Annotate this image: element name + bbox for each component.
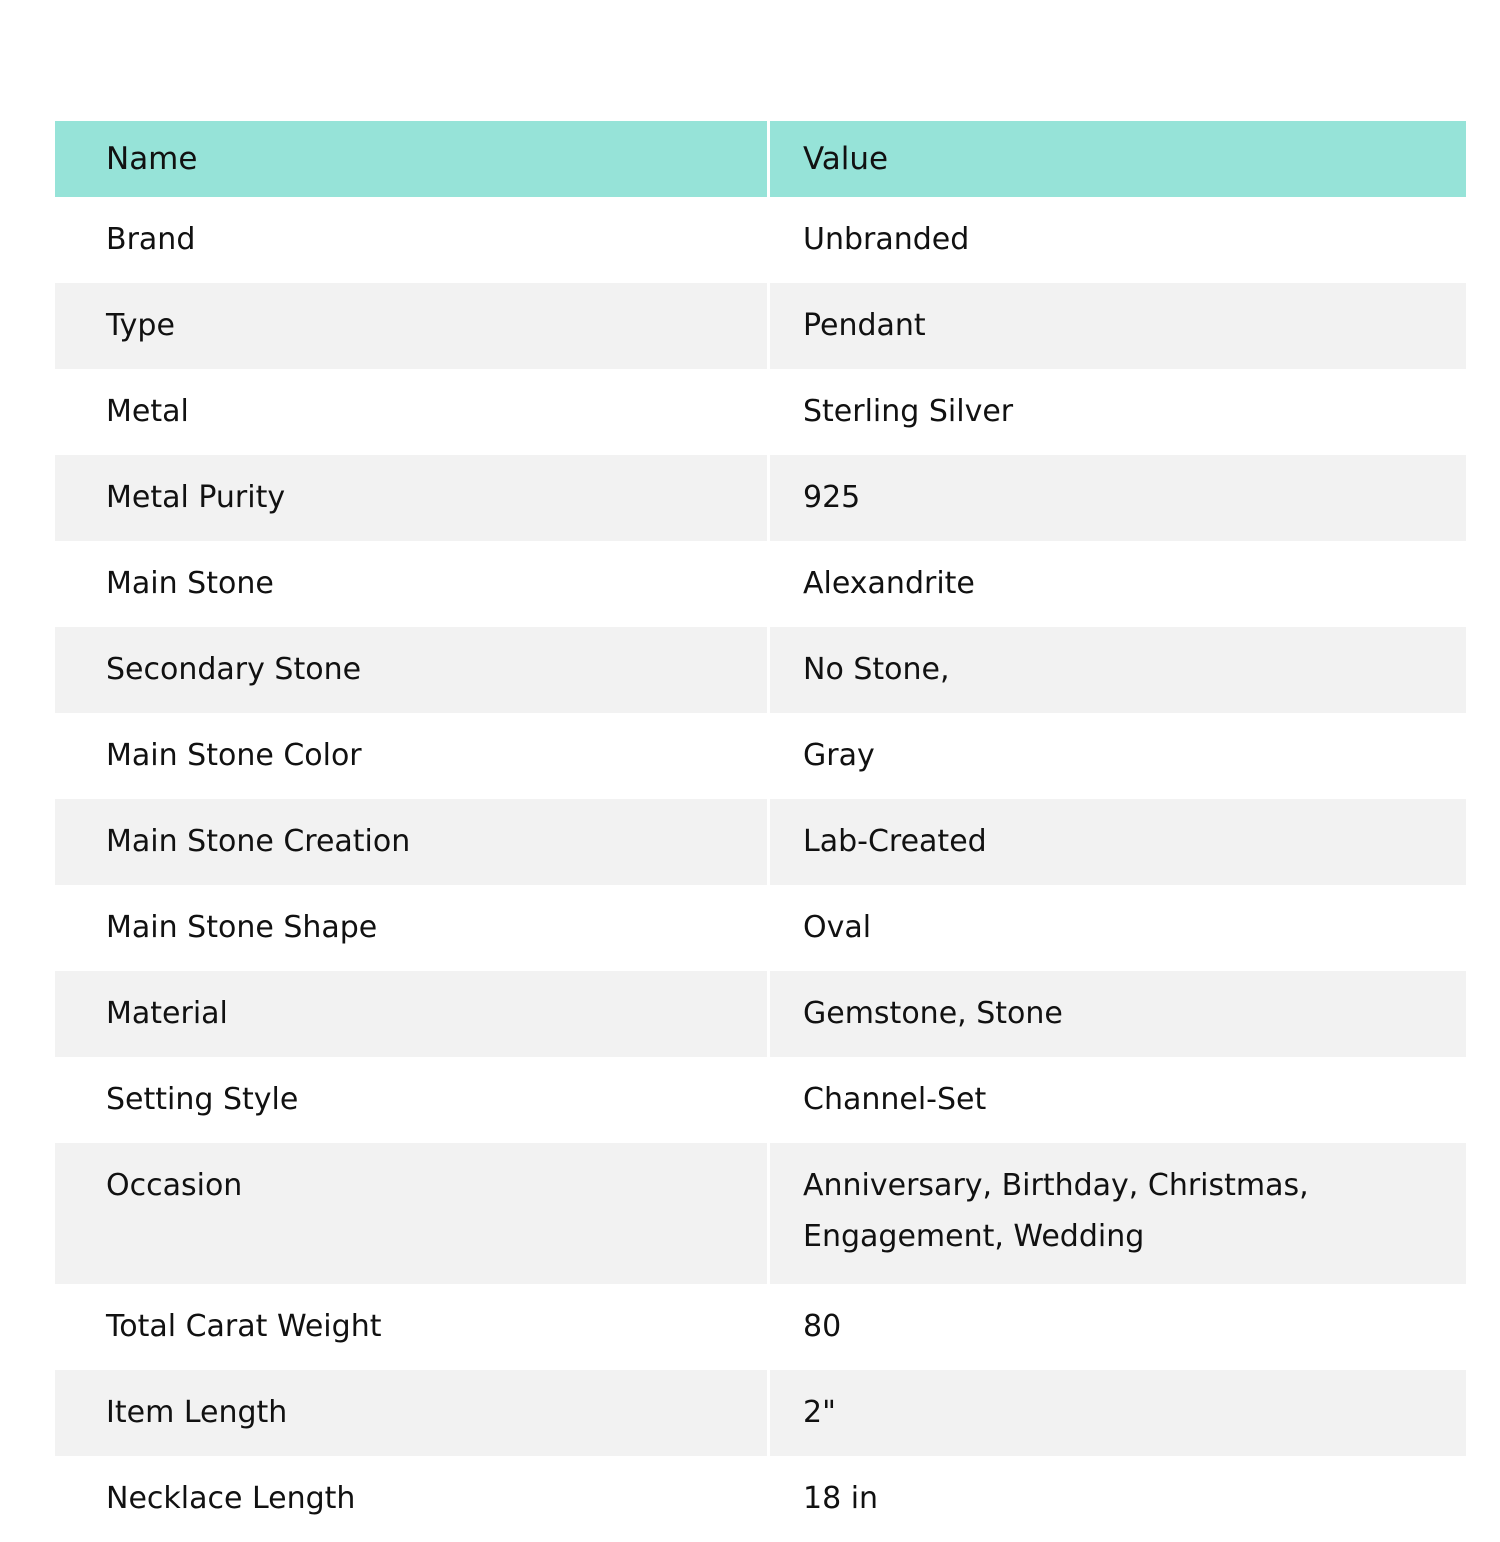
row-name-cell: Setting Style xyxy=(55,1057,767,1143)
row-name-cell: Item Length xyxy=(55,1370,767,1456)
row-value-cell: No Stone, xyxy=(767,627,1466,713)
table-header xyxy=(55,121,1466,197)
row-value-cell: 18 in xyxy=(767,1456,1466,1542)
row-name-cell: Occasion xyxy=(55,1143,767,1284)
table-row xyxy=(55,627,1466,713)
row-name-cell: Main Stone xyxy=(55,541,767,627)
column-header-name: Name xyxy=(55,121,767,197)
row-value-cell: Pendant xyxy=(767,283,1466,369)
row-name-cell: Metal xyxy=(55,369,767,455)
row-name-cell: Main Stone Color xyxy=(55,713,767,799)
row-name-cell: Type xyxy=(55,283,767,369)
table-row xyxy=(55,1284,1466,1370)
row-name-cell: Necklace Length xyxy=(55,1456,767,1542)
row-value-cell: Channel-Set xyxy=(767,1057,1466,1143)
table-row xyxy=(55,1456,1466,1542)
table-row xyxy=(55,369,1466,455)
table-row xyxy=(55,1143,1466,1284)
row-name-cell: Main Stone Creation xyxy=(55,799,767,885)
table-row xyxy=(55,1057,1466,1143)
table-row xyxy=(55,799,1466,885)
table-row xyxy=(55,541,1466,627)
row-value-cell: 80 xyxy=(767,1284,1466,1370)
row-value-cell: Gray xyxy=(767,713,1466,799)
row-value-cell: Lab-Created xyxy=(767,799,1466,885)
row-value-cell: 925 xyxy=(767,455,1466,541)
row-name-cell: Secondary Stone xyxy=(55,627,767,713)
row-value-cell: Alexandrite xyxy=(767,541,1466,627)
table-body xyxy=(55,197,1466,1542)
table-row xyxy=(55,283,1466,369)
header-row xyxy=(55,121,1466,197)
table-row xyxy=(55,197,1466,283)
row-name-cell: Main Stone Shape xyxy=(55,885,767,971)
row-name-cell: Brand xyxy=(55,197,767,283)
row-value-cell: Oval xyxy=(767,885,1466,971)
row-name-cell: Total Carat Weight xyxy=(55,1284,767,1370)
table-row xyxy=(55,713,1466,799)
row-name-cell: Metal Purity xyxy=(55,455,767,541)
table-row xyxy=(55,885,1466,971)
specifications-table xyxy=(55,121,1466,1542)
table-row xyxy=(55,971,1466,1057)
row-value-cell: Sterling Silver xyxy=(767,369,1466,455)
row-value-cell: Gemstone, Stone xyxy=(767,971,1466,1057)
table-row xyxy=(55,455,1466,541)
row-name-cell: Material xyxy=(55,971,767,1057)
row-value-cell: Anniversary, Birthday, Christmas, Engagement, Wedding xyxy=(767,1143,1466,1284)
column-header-value: Value xyxy=(767,121,1466,197)
row-value-cell: Unbranded xyxy=(767,197,1466,283)
table-row xyxy=(55,1370,1466,1456)
row-value-cell: 2" xyxy=(767,1370,1466,1456)
